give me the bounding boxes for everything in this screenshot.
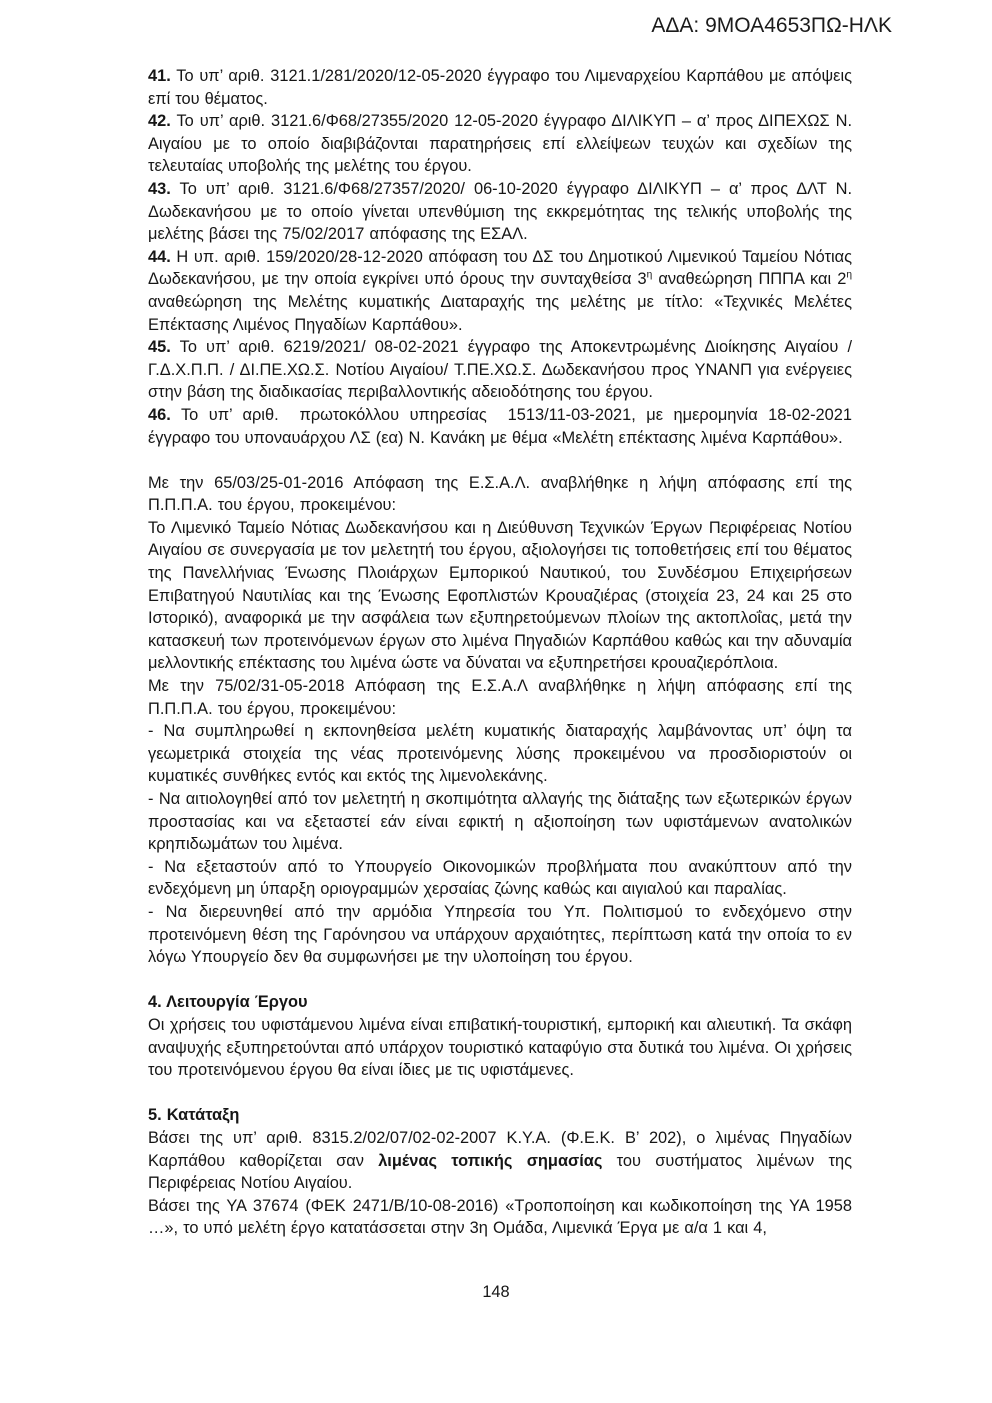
ref-item-45 [148, 336, 852, 404]
text-segment: - Να εξεταστούν από το Υπουργείο Οικονομικών προβλήματα που ανακύπτουν από την ενδεχόμενη μη ύπαρξη οριογραμμών χερσαίας ζώνης καθώς και αιγιαλού και παραλίας. [148, 857, 852, 899]
bold-text: 5. Κατάταξη [148, 1106, 240, 1125]
text-segment: Βάσει της ΥΑ 37674 (ΦΕΚ 2471/Β/10-08-2016) «Τροποποίηση και κωδικοποίηση της ΥΑ 1958 …», το υπό μελέτη έργο κατατάσσεται στην 3η Ομάδα, Λιμενικά Έργα με α/α 1 και 4, [148, 1196, 852, 1238]
paragraph-spacer [148, 449, 852, 472]
text-segment: του συστήματος λιμένων της Περιφέρειας Νοτίου Αιγαίου. [148, 1151, 852, 1193]
text-segment: - Να συμπληρωθεί η εκπονηθείσα μελέτη κυματικής διαταραχής λαμβάνοντας υπ’ όψη τα γεωμετρικά στοιχεία της νέας προτεινόμενης λύσης προκειμένου να προσδιοριστούν οι κυματικές συνθήκες εντός και εκτός της λιμενολεκάνης. [148, 722, 852, 786]
text-segment: αναθεώρηση ΠΠΠΑ και 2 [652, 270, 847, 289]
ref-item-46 [148, 404, 852, 449]
para-dash-2 [148, 788, 852, 856]
text-segment: Με την 65/03/25-01-2016 Απόφαση της Ε.Σ.Α.Λ. αναβλήθηκε η λήψη απόφασης επί της Π.Π.Π.Α. του έργου, προκειμένου: [148, 473, 852, 515]
bold-text: 45. [148, 338, 171, 357]
para-dash-3 [148, 856, 852, 901]
bold-text: 43. [148, 179, 171, 198]
text-segment: Το υπ’ αριθ. 3121.1/281/2020/12-05-2020 έγγραφο του Λιμεναρχείου Καρπάθου με απόψεις επί του θέματος. [148, 67, 852, 108]
para-dash-1 [148, 720, 852, 788]
heading-section-4 [148, 991, 852, 1014]
text-segment: - Να αιτιολογηθεί από τον μελετητή η σκοπιμότητα αλλαγής της διάταξης των εξωτερικών έργων προστασίας και να εξεταστεί εάν είναι εφικτή η αξιοποίηση των υφιστάμενων ανατολικών κρηπιδωμάτων του λιμένα. [148, 790, 852, 854]
superscript-text: η [646, 269, 653, 281]
text-segment: Οι χρήσεις του υφιστάμενου λιμένα είναι επιβατική-τουριστική, εμπορική και αλιευτική. Τα σκάφη αναψυχής εξυπηρετούνται από υπάρχον τουριστικό καταφύγιο στα δυτικά του λιμένα. Οι χρήσεις του προτεινόμενου έργου θα είναι ίδιες με τις υφιστάμενες. [148, 1015, 852, 1080]
text-segment: Η υπ. αριθ. 159/2020/28-12-2020 απόφαση του ΔΣ του Δημοτικού Λιμενικού Ταμείου Νότιας Δωδεκανήσου, με την οποία εγκρίνει υπό όρους την συνταχθείσα 3 [148, 247, 852, 289]
bold-text: 4. Λειτουργία Έργου [148, 993, 308, 1012]
document-content [148, 65, 852, 1240]
ada-code: ΑΔΑ: 9ΜΟΑ4653ΠΩ-ΗΛΚ [651, 14, 892, 37]
ref-item-42 [148, 110, 852, 178]
ref-item-41 [148, 65, 852, 110]
text-segment: αναθεώρηση της Μελέτης κυματικής Διαταραχής της μελέτης με τίτλο: «Τεχνικές Μελέτες Επέκτασης Λιμένος Πηγαδίων Καρπάθου». [148, 292, 852, 334]
para-kya-2007 [148, 1127, 852, 1195]
paragraph-spacer [148, 969, 852, 992]
bold-text: 42. [148, 112, 171, 131]
para-limeniko-tameio [148, 517, 852, 675]
text-segment: - Να διερευνηθεί από την αρμόδια Υπηρεσία του Υπ. Πολιτισμού το ενδεχόμενο στην προτεινόμενη θέση της Γαρόνησου να υπάρχουν αρχαιότητες, περίπτωση κατά την οποία το εν λόγω Υπουργείο δεν θα συμφωνήσει με την υλοποίηση του έργου. [148, 902, 852, 967]
para-esal-2018 [148, 675, 852, 720]
para-section-4 [148, 1014, 852, 1082]
bold-text: 44. [148, 247, 171, 266]
text-segment: Με την 75/02/31-05-2018 Απόφαση της Ε.Σ.Α.Λ αναβλήθηκε η λήψη απόφασης επί της Π.Π.Π.Α. του έργου, προκειμένου: [148, 677, 852, 718]
paragraph-spacer [148, 1082, 852, 1105]
text-segment: Το υπ’ αριθ. 6219/2021/ 08-02-2021 έγγραφο της Αποκεντρωμένης Διοίκησης Αιγαίου / Γ.Δ.Χ.Π.Π. / ΔΙ.ΠΕ.ΧΩ.Σ. Νοτίου Αιγαίου/ Τ.ΠΕ.ΧΩ.Σ. Δωδεκανήσου προς ΥΝΑΝΠ για ενέργειες στην βάση της διαδικασίας περιβαλλοντικής αδειοδότησης του έργου. [148, 338, 852, 402]
para-dash-4 [148, 901, 852, 969]
ref-item-44 [148, 246, 852, 336]
para-esal-2016 [148, 472, 852, 517]
text-segment: Το υπ’ αριθ. 3121.6/Φ68/27357/2020/ 06-10-2020 έγγραφο ΔΙΛΙΚΥΠ – α’ προς ΔΛΤ Ν. Δωδεκανήσου με το οποίο γίνεται υπενθύμιση της εκκρεμότητας της τελικής υποβολής της μελέτης βάσει της 75/02/2017 απόφασης της ΕΣΑΛ. [148, 179, 852, 244]
text-segment: Το υπ’ αριθ. 3121.6/Φ68/27355/2020 12-05-2020 έγγραφο ΔΙΛΙΚΥΠ – α’ προς ΔΙΠΕΧΩΣ Ν. Αιγαίου με το οποίο διαβιβάζονται παρατηρήσεις επί ελλείψεων τευχών και σχεδίων της τελευταίας υποβολής της μελέτης του έργου. [148, 112, 852, 176]
bold-text: 41. [148, 67, 171, 85]
text-segment: Το υπ’ αριθ. πρωτοκόλλου υπηρεσίας 1513/11-03-2021, με ημερομηνία 18-02-2021 έγγραφο του υποναυάρχου ΛΣ (εα) Ν. Κανάκη με θέμα «Μελέτη επέκτασης λιμένα Καρπάθου». [148, 405, 852, 447]
bold-text: λιμένας τοπικής σημασίας [378, 1151, 603, 1170]
text-segment: Βάσει της υπ’ αριθ. 8315.2/02/07/02-02-2007 Κ.Υ.Α. (Φ.Ε.Κ. Β’ 202), ο λιμένας Πηγαδίων Καρπάθου καθορίζεται σαν [148, 1128, 852, 1170]
page-number: 148 [482, 1283, 510, 1301]
superscript-text: η [846, 269, 852, 281]
bold-text: 46. [148, 405, 171, 424]
text-segment: Το Λιμενικό Ταμείο Νότιας Δωδεκανήσου και η Διεύθυνση Τεχνικών Έργων Περιφέρειας Νοτίου Αιγαίου σε συνεργασία με τον μελετητή του έργου, αξιολογήσει τις τοποθετήσεις επί του θέματος της Πανελλήνιας Ένωσης Πλοιάρχων Εμπορικού Ναυτικού, του Συνδέσμου Επιχειρήσεων Επιβατηγού Ναυτιλίας και της Ένωσης Εφοπλιστών Κρουαζιέρας (στοιχεία 23, 24 και 25 στο Ιστορικό), αναφορικά με την ασφάλεια των εξυπηρετούμενων πλοίων της ακτοπλοΐας, μετά την κατασκευή των προτεινόμενων έργων στο λιμένα Πηγαδιών Καρπάθου καθώς και την αδυναμία μελλοντικής επέκτασης του λιμένα ώστε να δύναται να εξυπηρετήσει κρουαζιερόπλοια. [148, 518, 852, 673]
ref-item-43 [148, 178, 852, 246]
para-ya-37674 [148, 1195, 852, 1240]
heading-section-5 [148, 1104, 852, 1127]
